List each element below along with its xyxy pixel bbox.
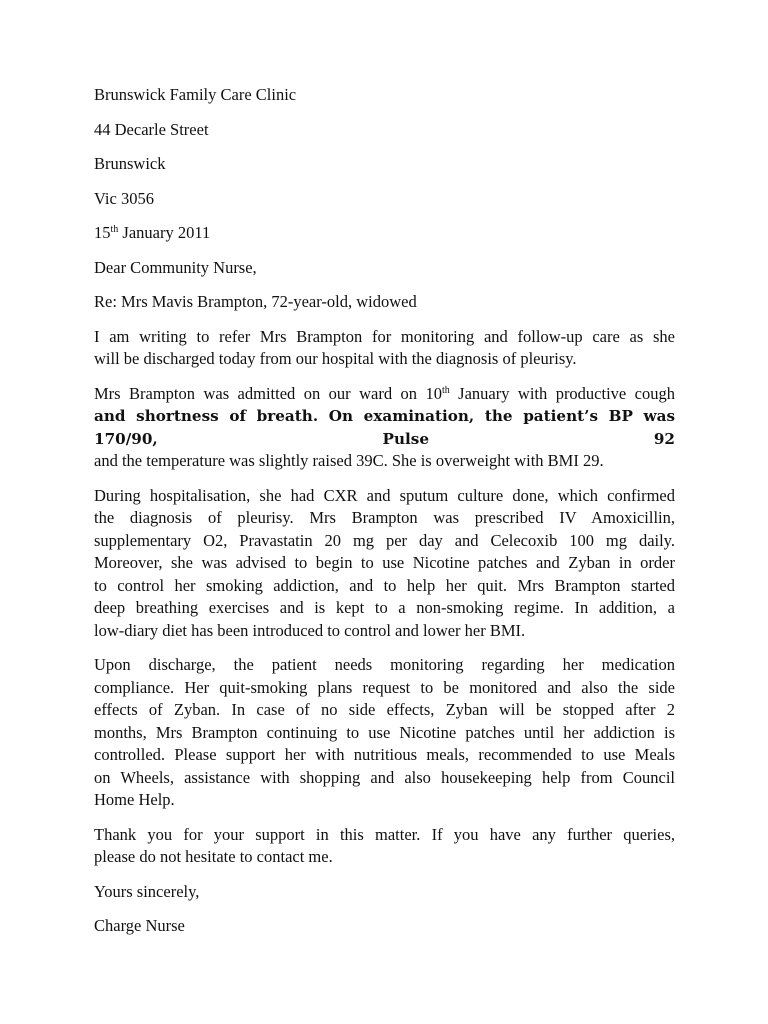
paragraph-line: deep breathing exercises and is kept to a non-smoking regime. In addition, a bbox=[94, 598, 675, 617]
admission-date-suffix: th bbox=[441, 384, 450, 396]
paragraph-line: and the temperature was slightly raised 39C. She is overweight with BMI 29. bbox=[94, 451, 604, 470]
letter-date bbox=[94, 222, 675, 245]
paragraph-line: months, Mrs Brampton continuing to use Nicotine patches until her addiction is bbox=[94, 722, 675, 742]
paragraph-line: controlled. Please support her with nutritious meals, recommended to use Meals bbox=[94, 745, 675, 764]
paragraph-line: the diagnosis of pleurisy. Mrs Brampton was prescribed IV Amoxicillin, bbox=[94, 508, 675, 527]
paragraph-line: low-diary diet has been introduced to control and lower her BMI. bbox=[94, 620, 526, 640]
suburb: Brunswick bbox=[94, 154, 166, 173]
state-postcode: Vic 3056 bbox=[94, 188, 154, 208]
paragraph-referral bbox=[94, 326, 675, 371]
paragraph-line: please do not hesitate to contact me. bbox=[94, 847, 333, 866]
date-suffix: th bbox=[110, 224, 119, 235]
subject-line: Re: Mrs Mavis Brampton, 72-year-old, widowed bbox=[94, 292, 417, 311]
clinic-name: Brunswick Family Care Clinic bbox=[94, 85, 297, 104]
paragraph-line: supplementary O2, Pravastatin 20 mg per day and Celecoxib 100 mg daily. bbox=[94, 530, 675, 550]
admission-text: Mrs Brampton was admitted on our ward on 10 bbox=[94, 383, 442, 403]
paragraph-line: Moreover, she was advised to begin to use Nicotine patches and Zyban in order bbox=[94, 553, 675, 572]
letter-body bbox=[94, 84, 675, 950]
paragraph-line: will be discharged today from our hospital with the diagnosis of pleurisy. bbox=[94, 349, 577, 368]
paragraph-thanks bbox=[94, 824, 675, 869]
paragraph-hospitalisation bbox=[94, 485, 675, 643]
salutation: Dear Community Nurse, bbox=[94, 257, 257, 277]
paragraph-line: Thank you for your support in this matter. If you have any further queries, bbox=[94, 824, 675, 844]
paragraph-line: Upon discharge, the patient needs monitoring regarding her medication bbox=[94, 655, 675, 674]
paragraph-line bbox=[94, 383, 675, 406]
examination-findings: and shortness of breath. On examination, the patient’s BP was 170/90, Pulse 92 bbox=[94, 407, 675, 448]
admission-text-cont: January with productive cough bbox=[449, 383, 676, 403]
paragraph-line: effects of Zyban. In case of no side effects, Zyban will be stopped after 2 bbox=[94, 700, 675, 719]
street-address: 44 Decarle Street bbox=[94, 119, 209, 139]
paragraph-discharge bbox=[94, 654, 675, 812]
signature: Charge Nurse bbox=[94, 916, 185, 935]
paragraph-line: to control her smoking addiction, and to help her quit. Mrs Brampton started bbox=[94, 575, 675, 595]
date-month-year: January 2011 bbox=[118, 223, 211, 242]
closing: Yours sincerely, bbox=[94, 881, 200, 901]
date-day: 15 bbox=[94, 223, 111, 242]
paragraph-line: During hospitalisation, she had CXR and sputum culture done, which confirmed bbox=[94, 485, 675, 505]
paragraph-admission bbox=[94, 383, 675, 473]
paragraph-line: Home Help. bbox=[94, 790, 175, 809]
paragraph-line: I am writing to refer Mrs Brampton for monitoring and follow-up care as she bbox=[94, 326, 675, 346]
paragraph-line: on Wheels, assistance with shopping and also housekeeping help from Council bbox=[94, 767, 675, 787]
paragraph-line: compliance. Her quit-smoking plans request to be monitored and also the side bbox=[94, 677, 675, 697]
